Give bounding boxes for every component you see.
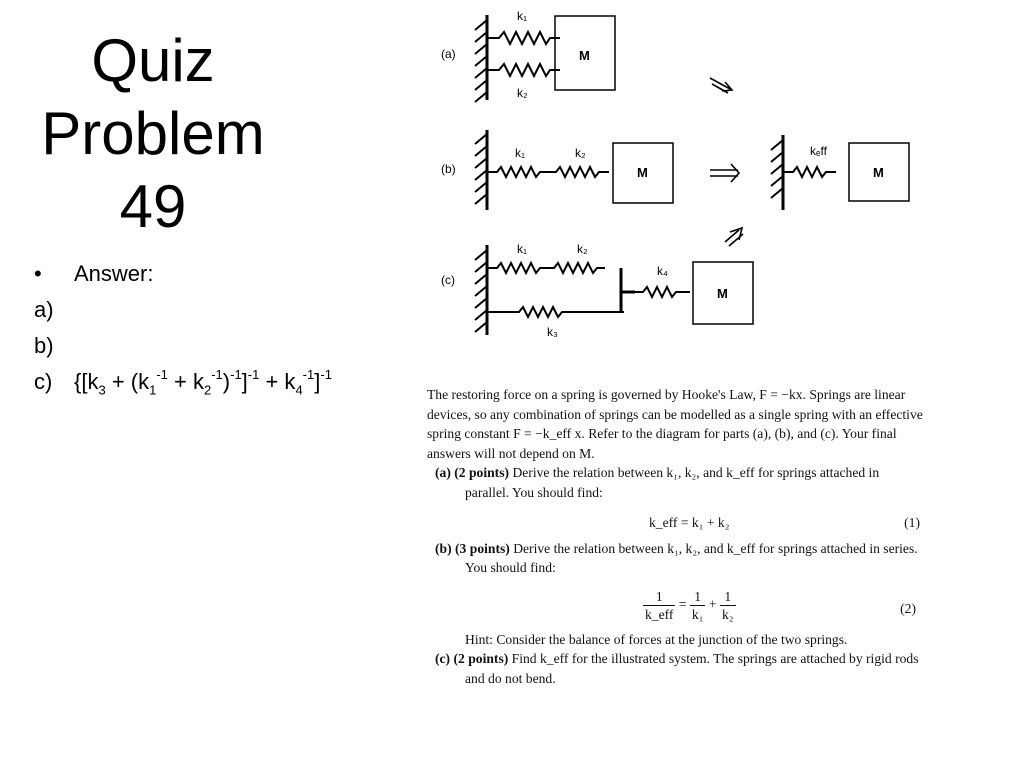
spring-k2-c (546, 263, 605, 273)
mass-label-b: M (637, 165, 648, 180)
mass-label-c: M (717, 286, 728, 301)
equation-2-body: $\frac{1}{\text{k\_eff}}$ = $\frac{1}{\text{k₁}}$ + $\frac{1}{\text{k₂}}$ (645, 588, 734, 622)
label-a: (a) (441, 47, 456, 61)
answer-c-row (34, 364, 414, 400)
spring-k2-b (548, 167, 609, 177)
answer-c-formula: $\{[k_3 + (k_1^{-1} + k_2^{-1})^{-1}]^{-1} + k_4^{-1}]^{-1}$ (74, 366, 332, 398)
answer-list (34, 256, 414, 400)
part-b-text: Derive the relation between k₁, k₂, and k_eff for springs attached in series. You should find: (465, 540, 918, 576)
mass-label-a: M (579, 48, 590, 63)
part-b (427, 539, 924, 578)
label-k1-b: k₁ (515, 146, 526, 160)
slide-title (28, 24, 278, 243)
answer-heading: Answer: (74, 261, 154, 286)
spring-k3-c (487, 307, 624, 317)
answer-c-marker: c) (34, 369, 53, 394)
part-b-points: (3 points) (455, 540, 510, 556)
title-line-1: Quiz (91, 27, 215, 94)
part-c-points: (2 points) (453, 651, 509, 667)
title-line-3: 49 (119, 173, 187, 240)
diagram-a (475, 15, 615, 102)
spring-k2-a (487, 64, 560, 76)
spring-k1-a (487, 32, 560, 44)
equation-1-body: k_eff = k₁ + k₂ (649, 514, 730, 530)
diagram-c (475, 245, 753, 335)
answer-b-row (34, 328, 414, 364)
label-k3-c: k₃ (547, 325, 558, 339)
part-a-text: Derive the relation between k₁, k₂, and k_eff for springs attached in parallel. You should find: (465, 465, 880, 500)
label-k4-c: k₄ (657, 264, 668, 278)
problem-intro: The restoring force on a spring is governed by Hooke's Law, F = −kx. Springs are linear devices, so any combination of springs can be modelled as a single spring with an effective spring constant F = −k_eff x. Refer to the diagram for parts (a), (b), and (c). Your final answers will not depend on M. (427, 387, 923, 461)
part-b-label: (b) (435, 540, 452, 556)
mass-label-effective: M (873, 165, 884, 180)
part-a-points: (2 points) (454, 465, 510, 481)
part-c-text: Find k_eff for the illustrated system. The springs are attached by rigid rods and do not bend. (465, 651, 919, 686)
answer-bullet-row (34, 256, 414, 292)
label-b: (b) (441, 162, 456, 176)
part-c-label: (c) (435, 651, 451, 667)
title-line-2: Problem (41, 100, 265, 167)
bullet-marker: • (34, 261, 42, 286)
part-a-label: (a) (435, 465, 451, 481)
spring-diagram (425, 0, 935, 350)
answer-a-row (34, 292, 414, 328)
answer-a-marker: a) (34, 297, 54, 322)
problem-text (427, 385, 924, 689)
diagram-effective (771, 135, 909, 210)
label-k1-a: k₁ (517, 9, 528, 23)
label-k2-a: k₂ (517, 86, 528, 100)
label-keff: kₑff (810, 144, 827, 158)
spring-k4-c (635, 287, 690, 297)
equation-1-number: (1) (904, 514, 920, 530)
label-k2-b: k₂ (575, 146, 586, 160)
spring-keff (783, 167, 836, 177)
label-k2-c: k₂ (577, 242, 588, 256)
equation-1 (427, 509, 924, 539)
rigid-rod (621, 268, 635, 312)
label-k1-c: k₁ (517, 242, 528, 256)
spring-k1-b (487, 167, 548, 177)
hint: Hint: Consider the balance of forces at the junction of the two springs. (465, 631, 848, 647)
equation-2-number: (2) (900, 600, 916, 616)
label-c: (c) (441, 273, 455, 287)
part-c (427, 649, 924, 688)
answer-b-marker: b) (34, 333, 54, 358)
equation-2 (427, 586, 924, 630)
spring-k1-c (487, 263, 546, 273)
part-a (427, 463, 924, 502)
